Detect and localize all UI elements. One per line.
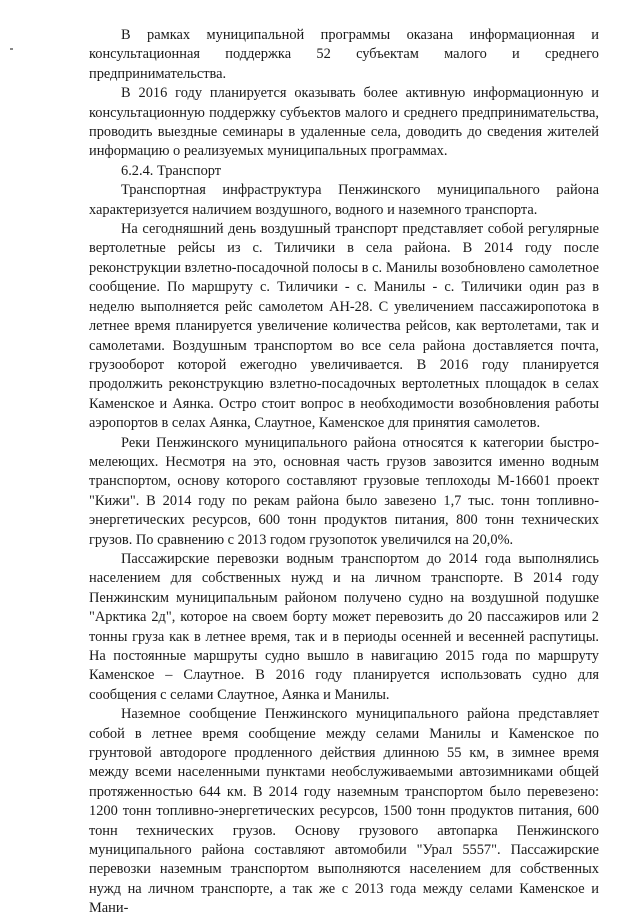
paragraph-water-cargo: Реки Пенжинского муниципального района относятся к категории быстро-мелеющих. Несмотря на это, основная часть грузов завозится именно водным транспортом, основу которого составляют грузовые теплоходы М-16601 проект "Кижи". В 2014 году по рекам района было завезено 1,7 тыс. тонн топливно-энергетических ресурсов, 600 тонн продуктов питания, 800 тонн технических грузов. По сравнению с 2013 годом грузопоток увеличился на 20,0%. xyxy=(89,434,599,548)
paragraph-support-plans: В 2016 году планируется оказывать более активную информационную и консультационную поддержку субъектов малого и среднего предпринимательства, проводить выездные семинары в удаленные села, доводить до сведения жителей информацию о реализуемых муниципальных программах. xyxy=(89,85,599,160)
paragraph-ground-transport: Наземное сообщение Пенжинского муниципального района представляет собой в летнее время сообщение между селами Манилы и Каменское по грунтовой автодороге продленного действия длинною 55 км, в зимнее время между всеми населенными пунктами необслуживаемыми автозимниками общей протяженностью 644 км. В 2014 году наземным транспортом было перевезено: 1200 тонн топливно-энергетических ресурсов, 1500 тонн продуктов питания, 600 тонн технических грузов. Основу грузового автопарка Пенжинского муниципального района составляют автомобили "Урал 5557". Пассажирские перевозки наземным транспортом выполняются населением для собственных нужд на личном транспорте, а так же с 2013 года между селами Каменское и Мани- xyxy=(89,706,599,917)
paragraph-transport-infrastructure: Транспортная инфраструктура Пенжинского муниципального района характеризуется наличием воздушного, водного и наземного транспорта. xyxy=(89,182,599,218)
document-body xyxy=(89,26,599,919)
section-heading-transport: 6.2.4. Транспорт xyxy=(121,162,222,179)
paragraph-support-result: В рамках муниципальной программы оказана информационная и консультационная поддержка 52 субъектам малого и среднего предпринимательства. xyxy=(89,27,599,82)
paragraph-air-transport: На сегодняшний день воздушный транспорт представляет собой регулярные вертолетные рейсы из с. Тиличики в села района. В 2014 году после реконструкции взлетно-посадочной полосы в с. Манилы возобновлено самолетное сообщение. По маршруту с. Тиличики - с. Манилы - с. Тиличики один раз в неделю выполняется рейс самолетом АН-28. С увеличением пассажиропотока в летнее время планируется увеличение количества рейсов, как вертолетами, так и самолетами. Воздушным транспортом во все села района доставляется почта, грузооборот которой ежегодно увеличивается. В 2016 году планируется продолжить реконструкцию взлетно-посадочных вертолетных площадок в селах Каменское и Аянка. Остро стоит вопрос в необходимости возобновления работы аэропортов в селах Аянка, Слаутное, Каменское для принятия самолетов. xyxy=(89,221,599,432)
paragraph-water-passengers: Пассажирские перевозки водным транспортом до 2014 года выполнялись населением для собственных нужд и на личном транспорте. В 2014 году Пенжинским муниципальным районом получено судно на воздушной подушке "Арктика 2д", которое на своем борту может перевозить до 20 пассажиров или 2 тонны груза как в летнее время, так и в периоды осенней и весенней распутицы. На постоянные маршруты судно вышло в навигацию 2015 года по маршруту Каменское – Слаутное. В 2016 году планируется использовать судно для сообщения с селами Слаутное, Аянка и Манилы. xyxy=(89,550,599,703)
scan-mark xyxy=(10,48,13,50)
